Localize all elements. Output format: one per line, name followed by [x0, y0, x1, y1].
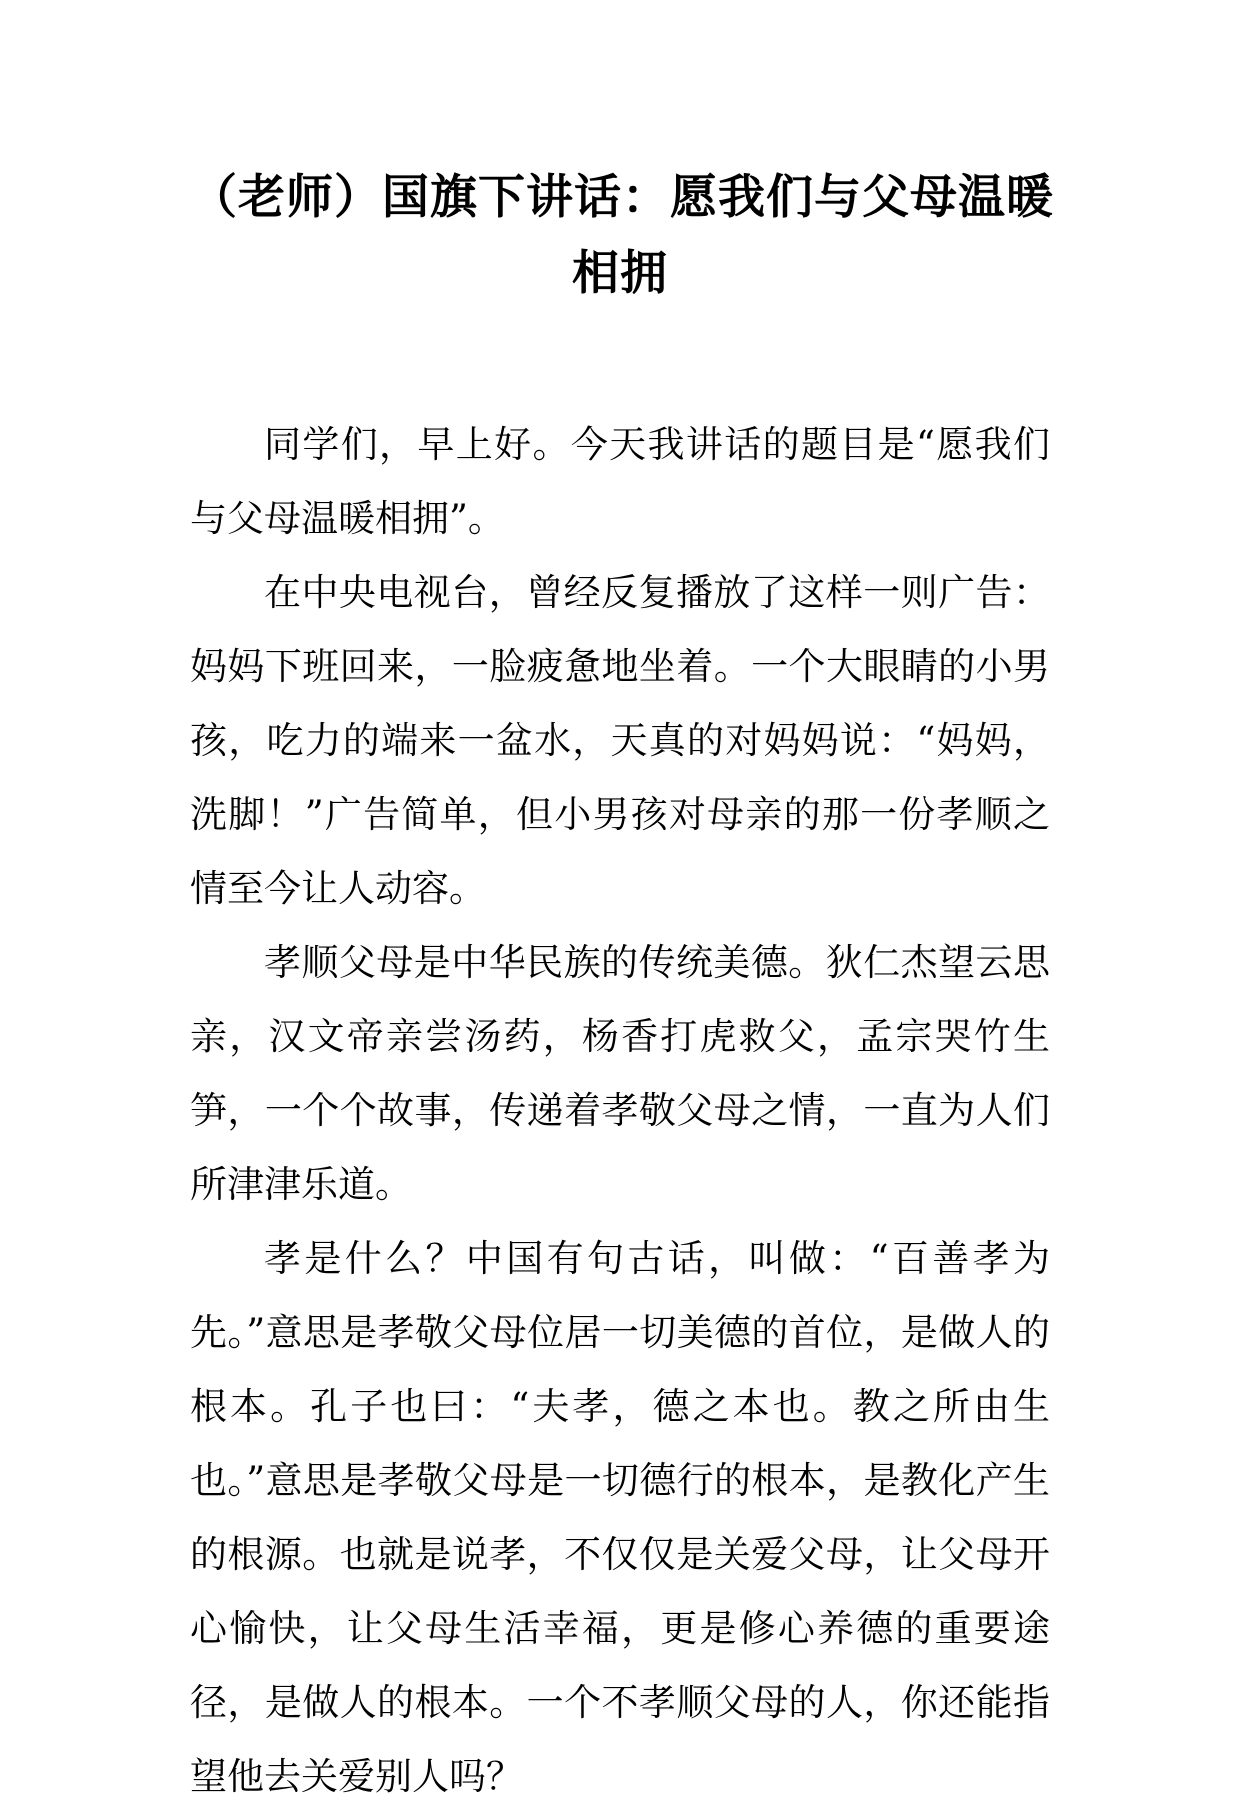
paragraph-greeting: 同学们，早上好。今天我讲话的题目是“愿我们与父母温暖相拥”。 [190, 423, 1050, 540]
paragraph-advertisement: 在中央电视台，曾经反复播放了这样一则广告：妈妈下班回来，一脸疲惫地坐着。一个大眼睛的小男孩，吃力的端来一盆水，天真的对妈妈说：“妈妈，洗脚！”广告简单，但小男孩对母亲的那一份孝顺之情至今让人动容。 [190, 571, 1050, 910]
document-body [190, 408, 1050, 1814]
paragraph-filial-piety: 孝是什么？中国有句古话，叫做：“百善孝为先。”意思是孝敬父母位居一切美德的首位，是做人的根本。孔子也曰：“夫孝，德之本也。教之所由生也。”意思是孝敬父母是一切德行的根本，是教化产生的根源。也就是说孝，不仅仅是关爱父母，让父母开心愉快，让父母生活幸福，更是修心养德的重要途径，是做人的根本。一个不孝顺父母的人，你还能指望他去关爱别人吗？ [190, 1237, 1050, 1798]
document-title [190, 160, 1054, 312]
title-line-1: （老师）国旗下讲话：愿我们与父母温暖 [190, 170, 1054, 225]
paragraph-tradition: 孝顺父母是中华民族的传统美德。狄仁杰望云思亲，汉文帝亲尝汤药，杨香打虎救父，孟宗哭竹生笋，一个个故事，传递着孝敬父母之情，一直为人们所津津乐道。 [190, 941, 1050, 1206]
title-line-2: 相拥 [572, 246, 668, 301]
